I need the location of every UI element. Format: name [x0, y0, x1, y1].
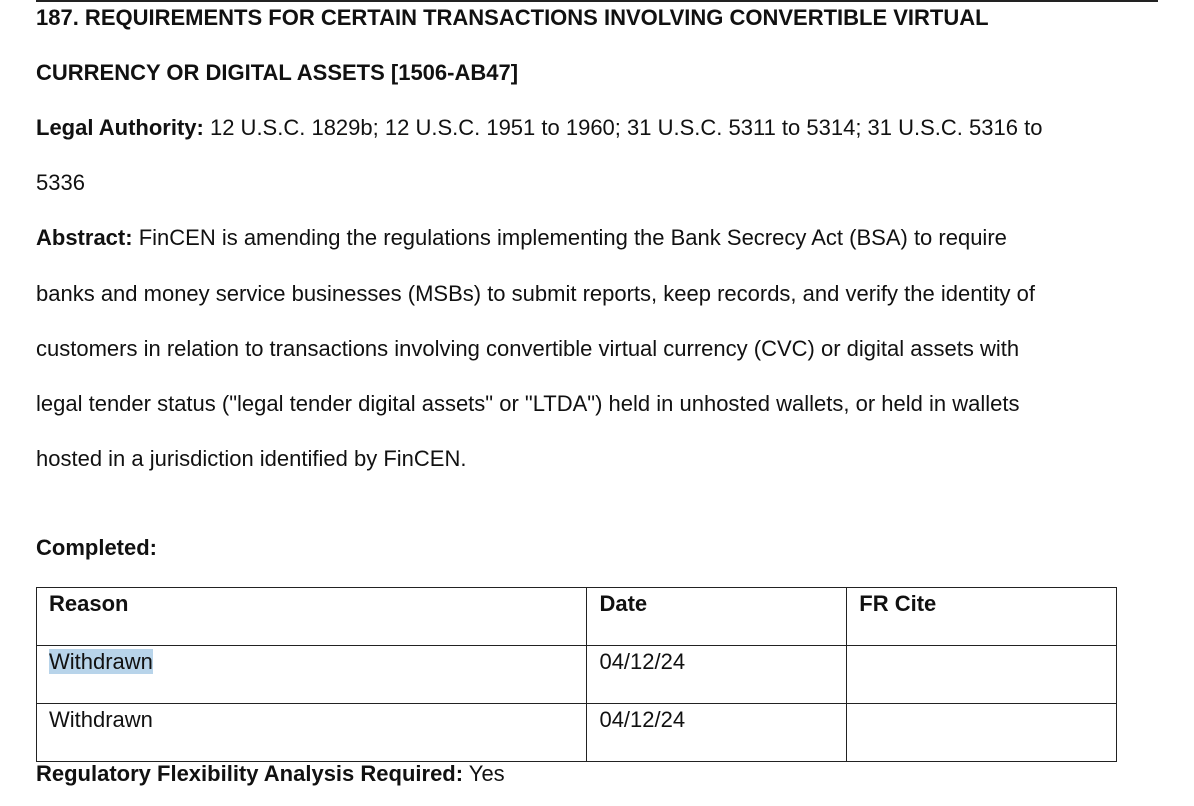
- cell-date: 04/12/24: [587, 646, 847, 704]
- cell-reason[interactable]: Withdrawn: [37, 704, 587, 762]
- abstract-line-5: hosted in a jurisdiction identified by FinCEN.: [36, 446, 467, 471]
- header-reason: Reason: [37, 588, 587, 646]
- legal-authority: [36, 115, 1042, 141]
- legal-authority-label: Legal Authority:: [36, 115, 204, 140]
- entry-title-line-1: 187. REQUIREMENTS FOR CERTAIN TRANSACTIONS INVOLVING CONVERTIBLE VIRTUAL: [36, 5, 989, 30]
- completed-table: [36, 587, 1117, 762]
- header-fr-cite: FR Cite: [847, 588, 1117, 646]
- table-header-row: [37, 588, 1117, 646]
- header-date: Date: [587, 588, 847, 646]
- abstract-label: Abstract:: [36, 225, 133, 250]
- abstract-line-1: FinCEN is amending the regulations implementing the Bank Secrecy Act (BSA) to require: [132, 225, 1007, 250]
- table-row: [37, 704, 1117, 762]
- completed-label-text: Completed:: [36, 535, 157, 560]
- legal-authority-text: 12 U.S.C. 1829b; 12 U.S.C. 1951 to 1960; 31 U.S.C. 5311 to 5314; 31 U.S.C. 5316 to: [203, 115, 1043, 140]
- completed-label: [36, 535, 157, 561]
- cell-fr-cite: [847, 646, 1117, 704]
- rfa-value: Yes: [463, 761, 505, 786]
- table-row: [37, 646, 1117, 704]
- abstract-line-4: legal tender status ("legal tender digital assets" or "LTDA") held in unhosted wallets, or held in wallets: [36, 391, 1020, 416]
- top-divider: [36, 0, 1158, 2]
- rfa-required: [36, 761, 505, 787]
- cell-fr-cite: [847, 704, 1117, 762]
- entry-title-line-2: CURRENCY OR DIGITAL ASSETS [1506-AB47]: [36, 60, 519, 85]
- abstract: [36, 225, 1007, 251]
- rfa-label: Regulatory Flexibility Analysis Required:: [36, 761, 464, 786]
- abstract-line-2: banks and money service businesses (MSBs) to submit reports, keep records, and verify the identity of: [36, 281, 1036, 306]
- cell-reason[interactable]: [37, 646, 587, 704]
- selected-text[interactable]: Withdrawn: [49, 649, 153, 674]
- cell-date: 04/12/24: [587, 704, 847, 762]
- abstract-line-3: customers in relation to transactions involving convertible virtual currency (CVC) or digital assets with: [36, 336, 1020, 361]
- legal-authority-continuation: 5336: [36, 170, 85, 195]
